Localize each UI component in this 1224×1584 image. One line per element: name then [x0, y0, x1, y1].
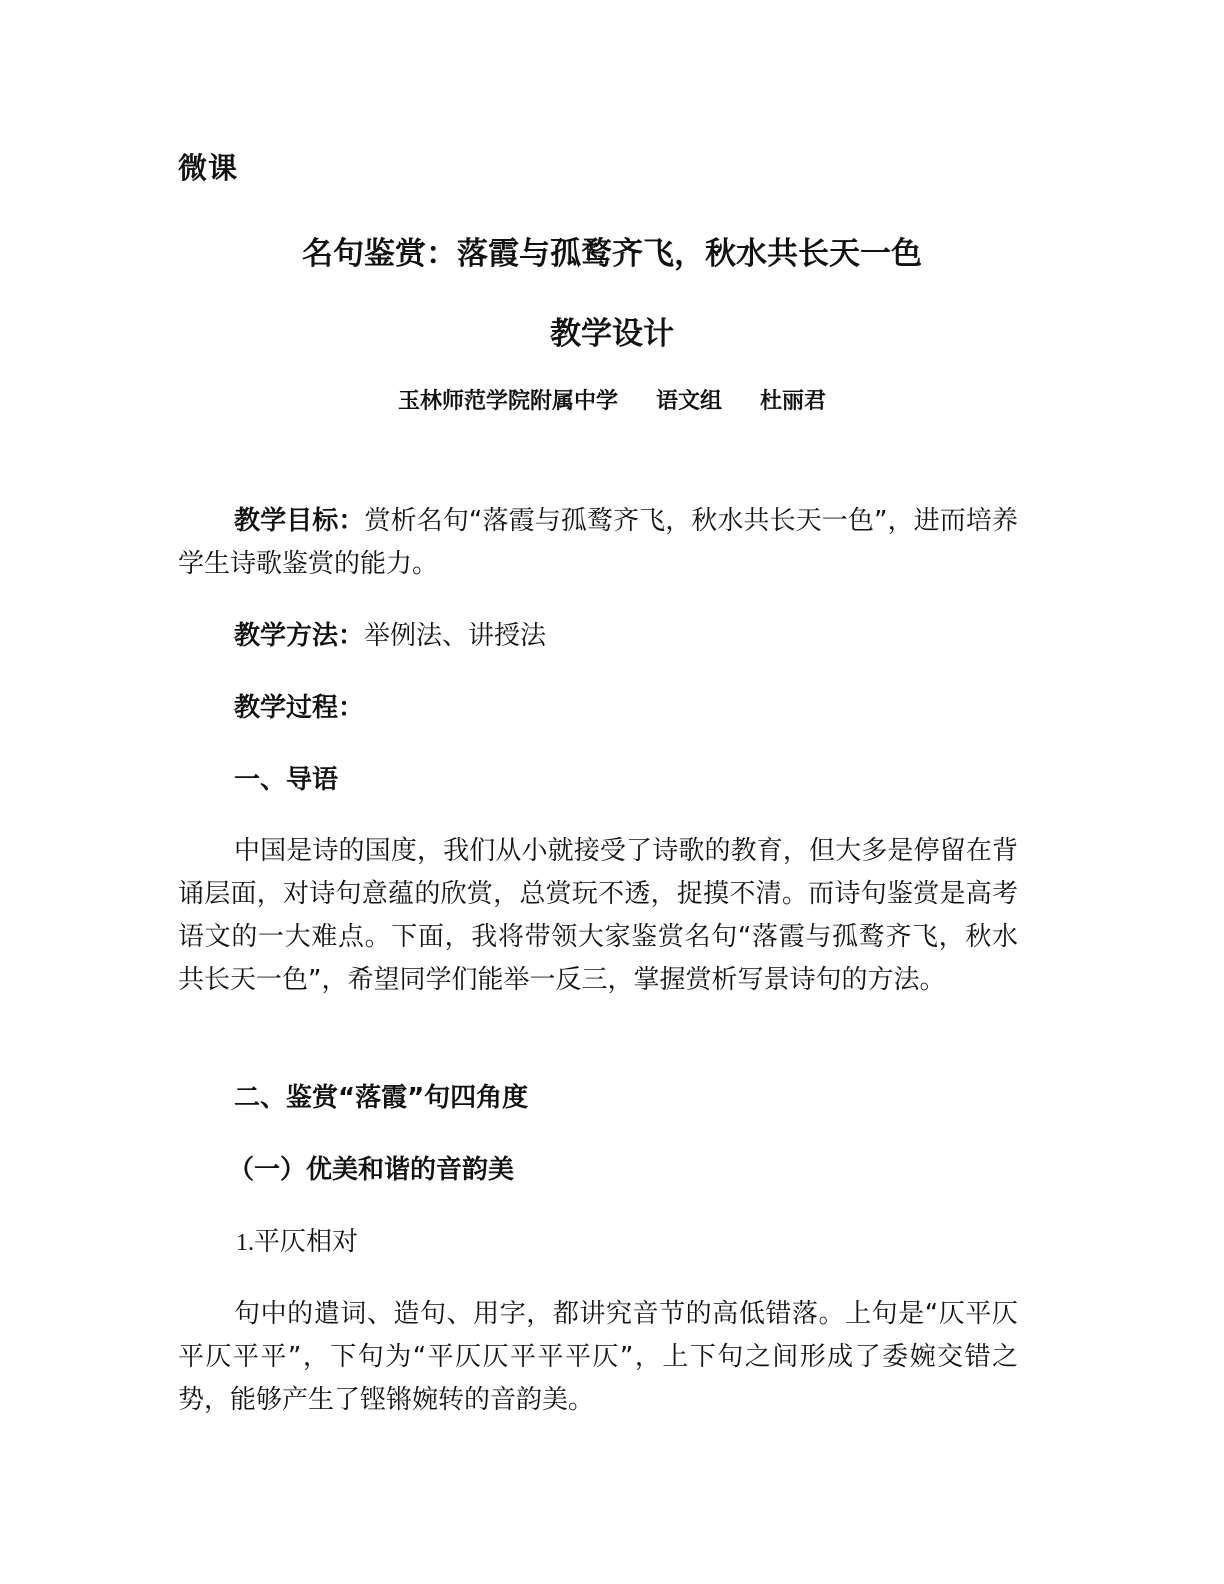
author-group: 语文组: [655, 389, 722, 414]
list-item-label: 平仄相对: [254, 1227, 359, 1257]
teaching-process-label: 教学过程：: [234, 693, 365, 723]
doc-title: 名句鉴赏：落霞与孤鹜齐飞，秋水共长天一色: [302, 236, 922, 272]
teaching-method: [178, 615, 1018, 658]
intro-paragraph: 中国是诗的国度，我们从小就接受了诗歌的教育，但大多是停留在背诵层面，对诗句意蕴的欣赏，总赏玩不透，捉摸不清。而诗句鉴赏是高考语文的一大难点。下面，我将带领大家鉴赏名句“落霞与孤鹜齐飞，秋水共长天一色”，希望同学们能举一反三，掌握赏析写景诗句的方法。: [178, 836, 1018, 995]
teaching-method-label: 教学方法：: [234, 621, 365, 651]
teaching-goal-text: 赏析名句“落霞与孤鹜齐飞，秋水共长天一色”，进而培养学生诗歌鉴赏的能力。: [178, 506, 1018, 579]
author-name: 杜丽君: [760, 389, 827, 414]
subsection-heading-rhythm: （一）优美和谐的音韵美: [228, 1155, 515, 1185]
doc-tag: 微课: [178, 151, 239, 185]
list-item-number: 1.: [236, 1230, 254, 1256]
tone-paragraph: 句中的遣词、造句、用字，都讲究音节的高低错落。上句是“仄平仄平仄平平”，下句为“平仄仄平平平仄”，上下句之间形成了委婉交错之势，能够产生了铿锵婉转的音韵美。: [178, 1299, 1018, 1415]
teaching-goal-label: 教学目标：: [234, 506, 365, 536]
section-heading-intro: 一、导语: [234, 765, 339, 795]
doc-subtitle: 教学设计: [550, 316, 674, 352]
author-line: [0, 384, 1224, 415]
teaching-goal: [178, 500, 1018, 586]
list-item-tone: [236, 1221, 358, 1265]
section-heading-appreciation: 二、鉴赏“落霞”句四角度: [234, 1083, 529, 1113]
teaching-method-text: 举例法、讲授法: [364, 621, 547, 651]
author-school: 玉林师范学院附属中学: [397, 389, 618, 414]
